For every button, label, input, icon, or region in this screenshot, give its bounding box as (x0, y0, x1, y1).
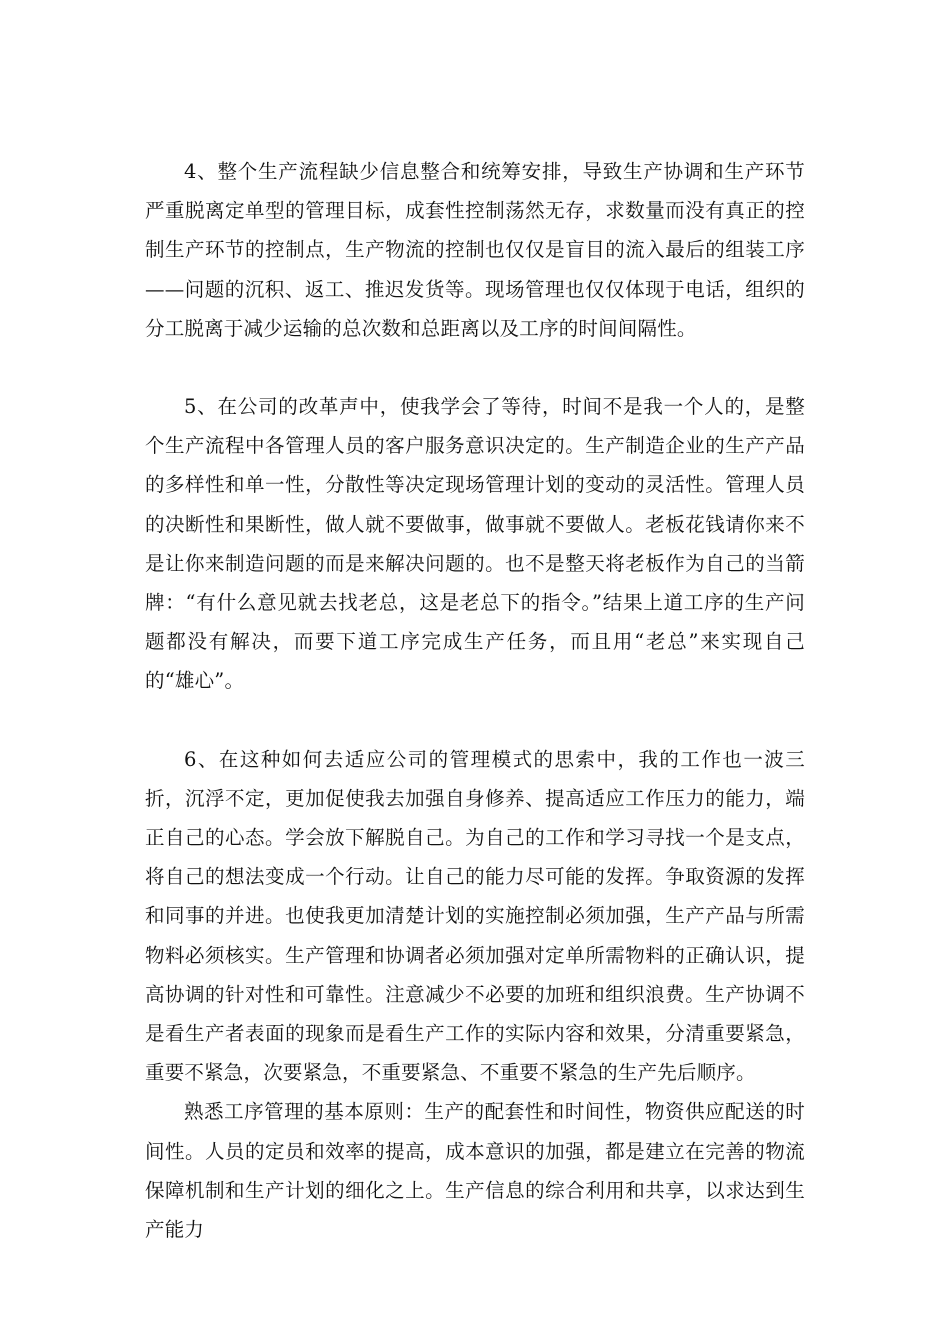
paragraph-4: 4、整个生产流程缺少信息整合和统筹安排，导致生产协调和生产环节严重脱离定单型的管理目标，成套性控制荡然无存，求数量而没有真正的控制生产环节的控制点，生产物流的控制也仅仅是盲目的流入最后的组装工序——问题的沉积、返工、推迟发货等。现场管理也仅仅体现于电话，组织的分工脱离于减少运输的总次数和总距离以及工序的时间间隔性。 (145, 160, 805, 340)
paragraph-5: 5、在公司的改革声中，使我学会了等待，时间不是我一个人的，是整个生产流程中各管理人员的客户服务意识决定的。生产制造企业的生产产品的多样性和单一性，分散性等决定现场管理计划的变动的灵活性。管理人员的决断性和果断性，做人就不要做事，做事就不要做人。老板花钱请你来不是让你来制造问题的而是来解决问题的。也不是整天将老板作为自己的当箭牌：“有什么意见就去找老总，这是老总下的指令。”结果上道工序的生产问题都没有解决，而要下道工序完成生产任务，而且用“老总”来实现自己的“雄心”。 (145, 395, 805, 693)
paragraph-spacer (145, 348, 805, 387)
document-body (145, 152, 805, 1249)
paragraph-process-principles: 熟悉工序管理的基本原则：生产的配套性和时间性，物资供应配送的时间性。人员的定员和效率的提高，成本意识的加强，都是建立在完善的物流保障机制和生产计划的细化之上。生产信息的综合利用和共享，以求达到生产能力 (145, 1100, 805, 1242)
paragraph-6: 6、在这种如何去适应公司的管理模式的思索中，我的工作也一波三折，沉浮不定，更加促使我去加强自身修养、提高适应工作压力的能力，端正自己的心态。学会放下解脱自己。为自己的工作和学习寻找一个是支点，将自己的想法变成一个行动。让自己的能力尽可能的发挥。争取资源的发挥和同事的并进。也使我更加清楚计划的实施控制必须加强，生产产品与所需物料必须核实。生产管理和协调者必须加强对定单所需物料的正确认识，提高协调的针对性和可靠性。注意减少不必要的加班和组织浪费。生产协调不是看生产者表面的现象而是看生产工作的实际内容和效果，分清重要紧急，重要不紧急，次要紧急，不重要紧急、不重要不紧急的生产先后顺序。 (145, 747, 805, 1085)
paragraph-spacer (145, 701, 805, 740)
